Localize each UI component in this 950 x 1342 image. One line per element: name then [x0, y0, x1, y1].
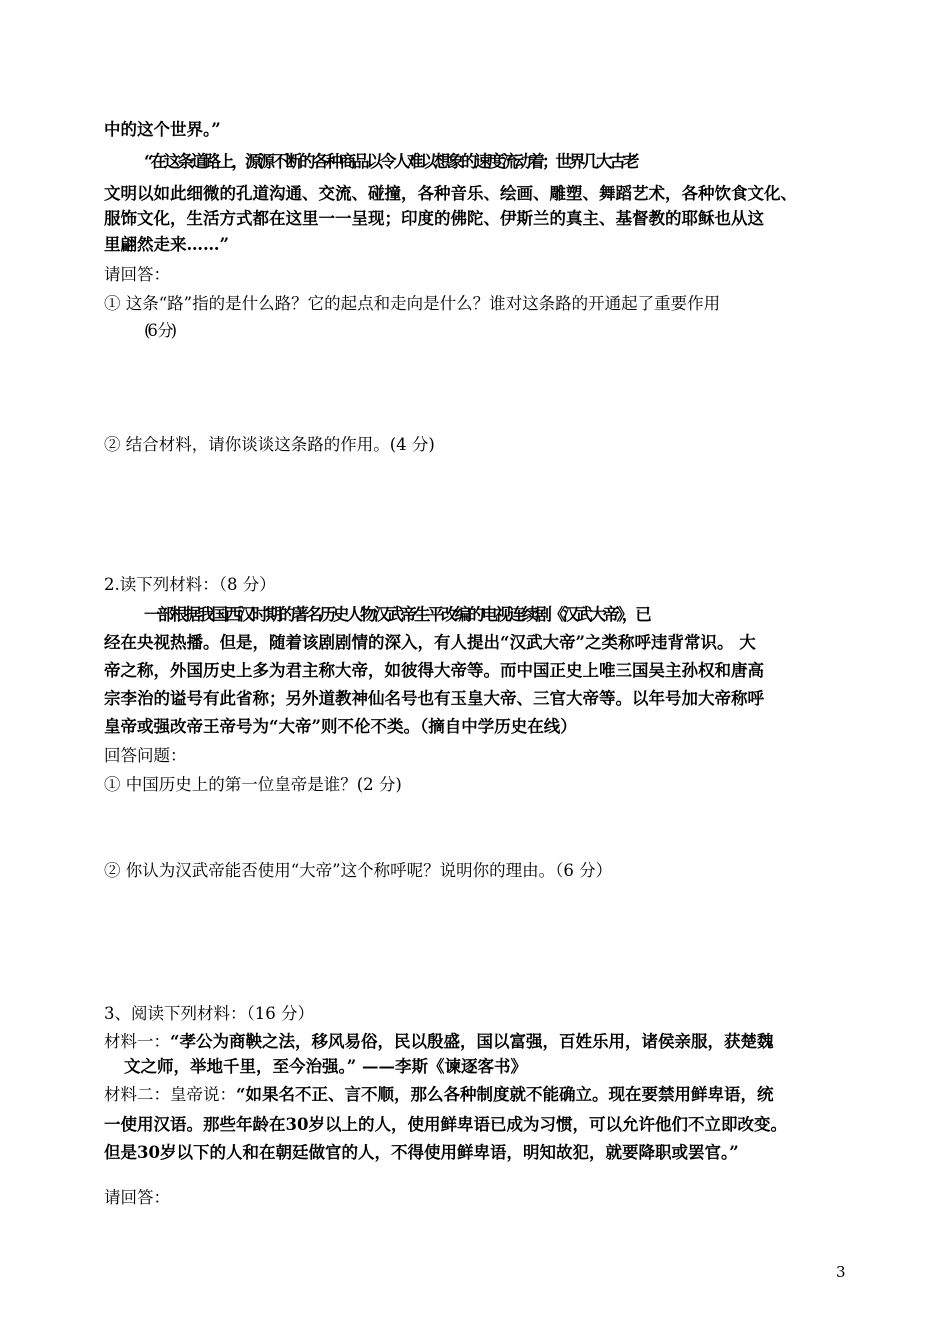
material-3-2-text-1: “如果名不正、言不顺，那么各种制度就不能确立。现在要禁用鲜卑语，统	[236, 1085, 774, 1104]
material-2-line-4: 宗李治的谥号有此省称；另外道教神仙名号也有玉皇大帝、三官大帝等。以年号加大帝称呼	[104, 689, 764, 708]
material-2-line-5: 皇帝或强改帝王帝号为“大帝”则不伦不类。（摘自中学历史在线）	[104, 717, 577, 736]
answer-prompt-1: 请回答：	[104, 265, 170, 284]
material-2-line-1: 一部根据我国西汉时期的著名历史人物汉武帝生平改编的电视连续剧《汉武大帝》，已	[144, 605, 649, 624]
material-3-2-label: 材料二：皇帝说：	[104, 1085, 236, 1104]
material-continuation: 中的这个世界。”	[104, 120, 221, 139]
answer-prompt-2: 回答问题：	[104, 746, 187, 765]
material-3-1-line-1	[104, 1031, 856, 1053]
answer-prompt-3: 请回答：	[104, 1188, 170, 1207]
quote-line-2: 文明以如此细微的孔道沟通、交流、碰撞，各种音乐、绘画、雕塑、舞蹈艺术，各种饮食文化、	[104, 184, 797, 203]
material-3-2-line-3: 但是30岁以下的人和在朝廷做官的人，不得使用鲜卑语，明知故犯，就要降职或罢官。”	[104, 1143, 739, 1162]
material-3-2-line-2: 一使用汉语。那些年龄在30岁以上的人，使用鲜卑语已成为习惯，可以允许他们不立即改变。	[104, 1115, 787, 1134]
section-3-heading: 3、阅读下列材料：（16 分）	[104, 1004, 314, 1023]
quote-line-1: “在这条道路上，源源不断的各种商品以令人难以想象的速度流动着；世界几大古老	[144, 152, 637, 171]
question-2-2: ② 你认为汉武帝能否使用“大帝”这个称呼呢？说明你的理由。（6 分）	[104, 861, 613, 880]
material-2-line-2: 经在央视热播。但是，随着该剧剧情的深入，有人提出“汉武大帝”之类称呼违背常识。 大	[104, 633, 756, 652]
material-2-line-3: 帝之称，外国历史上多为君主称大帝，如彼得大帝等。而中国正史上唯三国吴主孙权和唐高	[104, 661, 764, 680]
page-number: 3	[836, 1263, 846, 1281]
section-2-heading: 2.读下列材料：（8 分）	[104, 575, 276, 594]
question-1-1-line-2: (6 分)	[144, 321, 175, 340]
question-2-1: ① 中国历史上的第一位皇帝是谁？(2 分)	[104, 775, 402, 794]
question-1-2: ② 结合材料，请你谈谈这条路的作用。(4 分)	[104, 435, 435, 454]
material-3-1-label: 材料一：	[104, 1032, 170, 1051]
quote-line-3: 服饰文化，生活方式都在这里一一呈现；印度的佛陀、伊斯兰的真主、基督教的耶稣也从这	[104, 209, 764, 228]
material-3-1-text-1: “孝公为商鞅之法，移风易俗，民以殷盛，国以富强，百姓乐用，诸侯亲服，获楚魏	[170, 1032, 774, 1051]
question-1-1-line-1: ① 这条“路”指的是什么路？它的起点和走向是什么？谁对这条路的开通起了重要作用	[104, 294, 721, 313]
material-3-2-line-1	[104, 1084, 856, 1106]
material-3-1-line-2: 文之师，举地千里，至今治强。” ——李斯《谏逐客书》	[124, 1057, 527, 1076]
quote-line-4: 里翩然走来……”	[104, 235, 229, 254]
